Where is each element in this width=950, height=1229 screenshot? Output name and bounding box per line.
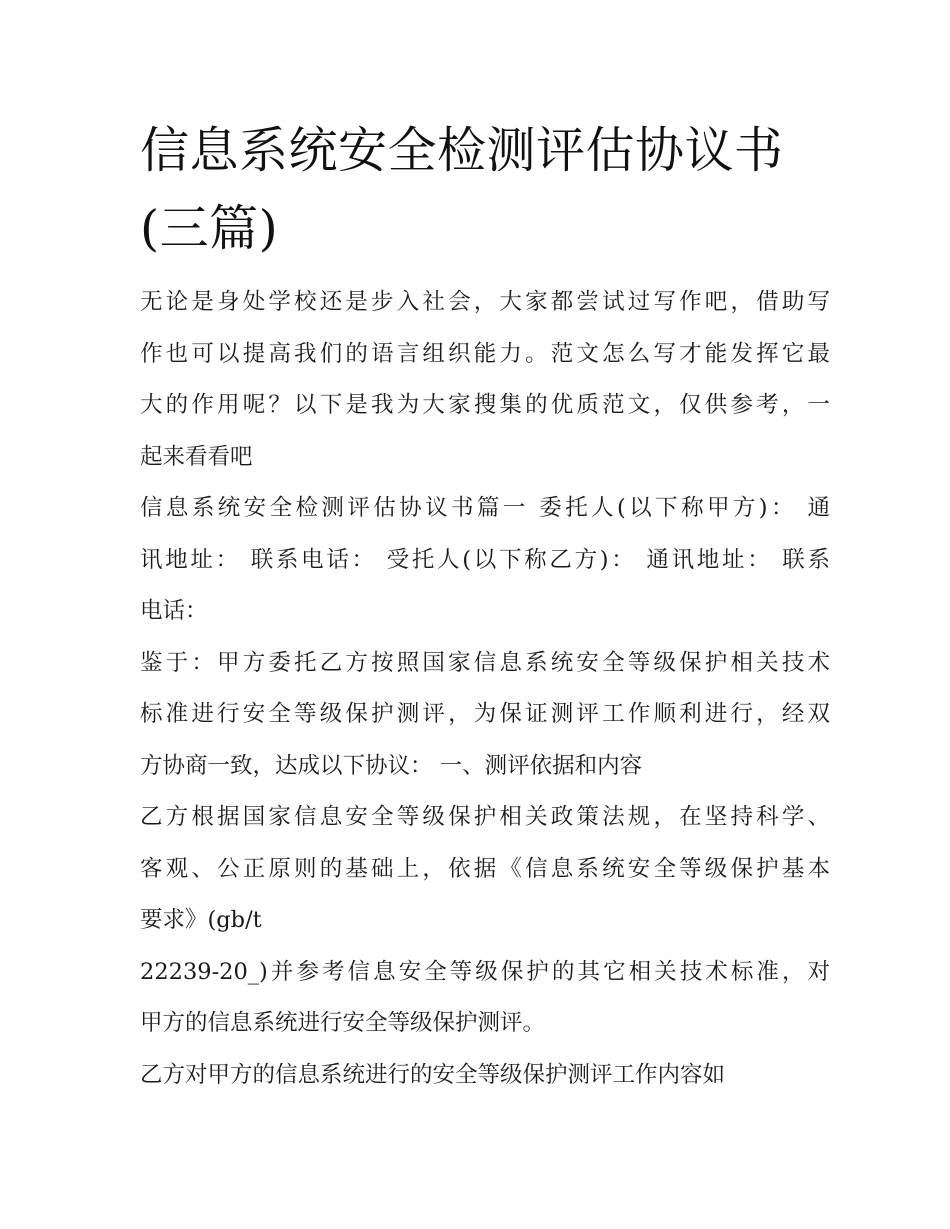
document-title (140, 112, 830, 268)
title-line: 信息系统安全检测评估协议书 (140, 122, 784, 179)
body-line: 大的作用呢？以下是我为大家搜集的优质范文，仅供参考，一 (140, 392, 830, 418)
title-line: (三篇) (140, 200, 279, 257)
body-line: 乙方根据国家信息安全等级保护相关政策法规，在坚持科学、 (140, 804, 830, 830)
body-line: 讯地址： 联系电话： 受托人(以下称乙方)： 通讯地址： 联系 (140, 546, 830, 573)
body-line: 客观、公正原则的基础上，依据《信息系统安全等级保护基本 (140, 855, 830, 882)
body-line: 方协商一致，达成以下协议： 一、测评依据和内容 (140, 752, 643, 779)
body-line: 22239-20_)并参考信息安全等级保护的其它相关技术标准，对 (140, 958, 830, 985)
body-line: 鉴于：甲方委托乙方按照国家信息系统安全等级保护相关技术 (140, 649, 830, 676)
body-line: 起来看看吧 (140, 443, 253, 470)
body-line: 标准进行安全等级保护测评，为保证测评工作顺利进行，经双 (140, 701, 830, 727)
body-line: 甲方的信息系统进行安全等级保护测评。 (140, 1010, 546, 1036)
body-line: 电话： (140, 598, 208, 624)
body-line: 乙方对甲方的信息系统进行的安全等级保护测评工作内容如 (140, 1061, 726, 1088)
body-line: 无论是身处学校还是步入社会，大家都尝试过写作吧，借助写 (140, 289, 830, 315)
body-line: 作也可以提高我们的语言组织能力。范文怎么写才能发挥它最 (140, 340, 830, 367)
document-body (140, 280, 830, 1104)
body-line: 要求》(gb/t (140, 907, 262, 933)
body-line: 信息系统安全检测评估协议书篇一 委托人(以下称甲方)： 通 (140, 495, 830, 521)
